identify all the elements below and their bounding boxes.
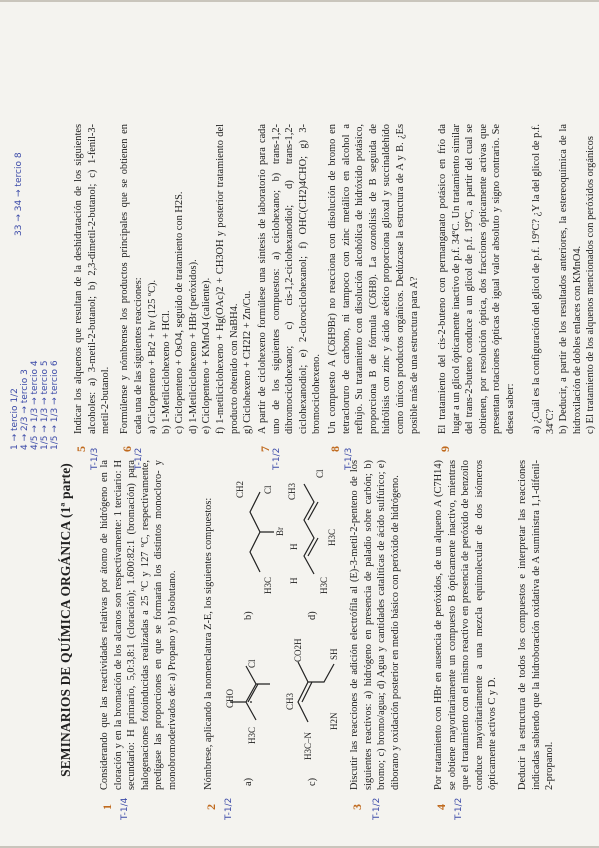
atom-c-3: CO2H [293,638,303,662]
question-7: A partir de ciclohexeno formúlese una síntesis de laboratorio para cada uno de los siguientes compuestos: a) ciclohexano; b) trans-1,2-dibromociclohexano; c) cis-1,2-ciclohexanodiol; d) trans-1,2-ciclohexanodiol; e) 2-clorociclohexanol; f) OHC(CH2)4CHO; g) 3-bromociclohexeno. [257,124,323,434]
question-3: Discutir las reacciones de adición electrófila al (E)-3-metil-2-penteno de los siguientes reactivos: a) hidrógeno en presencia de paladio sobre carbón; b) bromo; c) bromo/agua; d) Agua y cantidades catalíticas de ácido sulfúrico; e) diborano y oxidación posterior en medio básico con peróxido de hidrógeno. [349,460,401,790]
margin-note-1: T-1/4 [120,797,130,820]
atom-d-3: CH3 [287,482,297,500]
atom-a-2: CHO [225,688,235,708]
question-9-item: b) Deducir, a partir de los resultados anteriores, la estereoquímica de la hidroxilación de dobles enlaces con KMnO4. [558,124,583,434]
question-6-item: c) Ciclopenteno + OsO4, seguido de tratamiento con H2S. [174,191,186,434]
top-note-3: 4/5 → 1/3 → tercio 4 [30,360,40,450]
atom-d-1: H [289,577,299,584]
atom-c-1: H3C–N [303,731,313,760]
atom-c-2: CH3 [285,692,295,710]
question-6-item: d) 1-Metilciclohexeno + HBr (peróxidos). [187,259,199,434]
margin-note-5: T-1/3 [90,447,100,470]
atom-b-4: Cl [263,485,273,494]
structures-block [222,460,342,790]
question-6-item: f) 1-metilciclohexeno + Hg(OAc)2 + CH3OH y posterior tratamiento del producto obtenido con NaBH4. [214,124,240,434]
document-title: SEMINARIOS DE QUÍMICA ORGÁNICA (1ª parte) [58,463,73,777]
atom-b-3: CH2 [235,480,245,498]
structure-b [222,464,282,594]
question-6-item: b) 1-Metilciclohexeno + HCl. [160,310,172,434]
question-8: Un compuesto A (C6H9Br) no reacciona con disolución de bromo en tetracloruro de carbono, ni tampoco con zinc metálico en alcohol a reflujo. Su tratamiento con disolución alcohólica de hidróxido potásico, proporciona B de fórmula (C6H8). La ozonólisis de B seguida de hidrólisis con zinc y ácido acético proporciona glioxal y succinaldehído como únicos productos orgánicos. Dedúzcase la estructura de A y B. ¿Es posible más de una estructura para A? [327,124,420,434]
question-5: Indicar los alquenos que resultan de la deshidratación de los siguientes alcoholes: a) 3-metil-2-butanol; b) 2,3-dimetil-2-butanol; c) 1-fenil-3-metil-2-butanol. [73,124,112,434]
question-number-6: 6 [120,446,134,452]
question-6-item: e) Ciclopenteno + KMnO4 (caliente). [201,277,213,434]
atom-a-3: Cl [247,659,257,668]
question-number-5: 5 [74,446,88,452]
top-note-5: 1/5 → 1/3 → tercio 6 [50,360,60,450]
question-6-item: a) Ciclopenteno + Br2 + hν (125 ºC). [147,279,158,434]
structure-label-b: b) [243,611,254,620]
top-note-2: 4 → 2/3 → tercio 3 [20,369,30,450]
question-4a: Por tratamiento con HBr en ausencia de peróxidos, de un alqueno A (C7H14) se obtiene mayoritariamente un compuesto B ópticamente inactivo, mientras que el tratamiento con el mismo reactivo en presencia de peróxido de benzoílo conduce mayoritariamente a una mezcla equimolecular de dos isómeros ópticamente activos C y D. [433,460,499,790]
atom-c-4: H2N [329,712,339,730]
margin-note-4: T-1/2 [454,797,464,820]
question-6-intro: Formúlense y nómbrense los productos principales que se obtienen en cada una de las siguientes reacciones: [119,124,144,434]
atom-b-1: H3C [263,576,273,594]
top-note-1: 1 → tercio 1/2 [10,388,20,450]
structure-d [284,460,344,594]
question-number-2: 2 [204,804,218,810]
structure-label-c: c) [307,777,318,786]
question-9-list [530,124,598,434]
margin-note-2: T-1/2 [224,797,234,820]
question-number-8: 8 [328,446,342,452]
atom-d-4: H3C [319,576,329,594]
margin-note-6: T-1/2 [134,447,144,470]
top-note-6: 33 → 34 → tercio 8 [14,152,24,236]
question-6-list [146,124,255,434]
question-4b: Deducir la estructura de todos los compuestos e interpretar las reacciones indicadas sabiendo que la hidroboración oxidativa de A suministra 1,1-difenil-2-propanol. [517,460,556,790]
question-9-intro: El tratamiento del cis-2-buteno con permanganato potásico en frío da lugar a un glicol ópticamente inactivo de p.f. 34ºC. Un tratamiento similar del trans-2-buteno conduce a un glicol de p.f. 19ºC, a partir del cual se obtienen, por resolución óptica, dos fracciones ópticamente activas que presentan rotaciones ópticas de igual valor absoluto y signo contrario. Se desea saber: [437,124,516,434]
question-number-7: 7 [258,446,272,452]
atom-a-1: H3C [247,726,257,744]
atom-b-2: Br [275,527,285,536]
atom-d-2: H [289,543,299,550]
question-number-1: 1 [100,804,114,810]
question-2: Nómbrese, aplicando la nomenclatura Z-E, los siguientes compuestos: [203,497,214,790]
question-6-item: g) Ciclohexeno + CH2I2 + Zn/Cu. [242,290,254,434]
margin-note-7: T-1/2 [272,447,282,470]
atom-d-6: Cl [315,469,325,478]
structure-label-d: d) [307,611,318,620]
structure-label-a: a) [243,777,254,786]
top-note-4: 1/5 → 1/3 → tercio 5 [40,360,50,450]
question-number-3: 3 [350,804,364,810]
question-9-item: c) El tratamiento de los alquenos mencionados con peróxidos orgánicos [585,136,597,434]
question-number-4: 4 [434,804,448,810]
atom-c-5: SH [329,648,339,660]
question-number-9: 9 [438,446,452,452]
margin-note-8: T-1/3 [344,447,354,470]
atom-d-5: H3C [327,528,337,546]
question-9-item: a) ¿Cuál es la configuración del glicol de p.f. 19ºC? ¿Y la del glicol de p.f. 34ºC? [531,124,556,434]
margin-note-3: T-1/2 [372,797,382,820]
question-1: Considerando que las reactividades relativas por átomo de hidrógeno en la cloración y en la bromación de los alcanos son respectivamente: 1 terciario: H secundario: H primario, 5,0:3,8:1 (cloración); 1.600:82:1 (bromación) para halogenaciones fotoinducidas realizadas a 25 ºC y 127 ºC, respectivamente, predígase las proporciones en que se formarán los distintos monocloro- y monobromoderivados de: a) Propano y b) Isobutano. [99,460,178,790]
